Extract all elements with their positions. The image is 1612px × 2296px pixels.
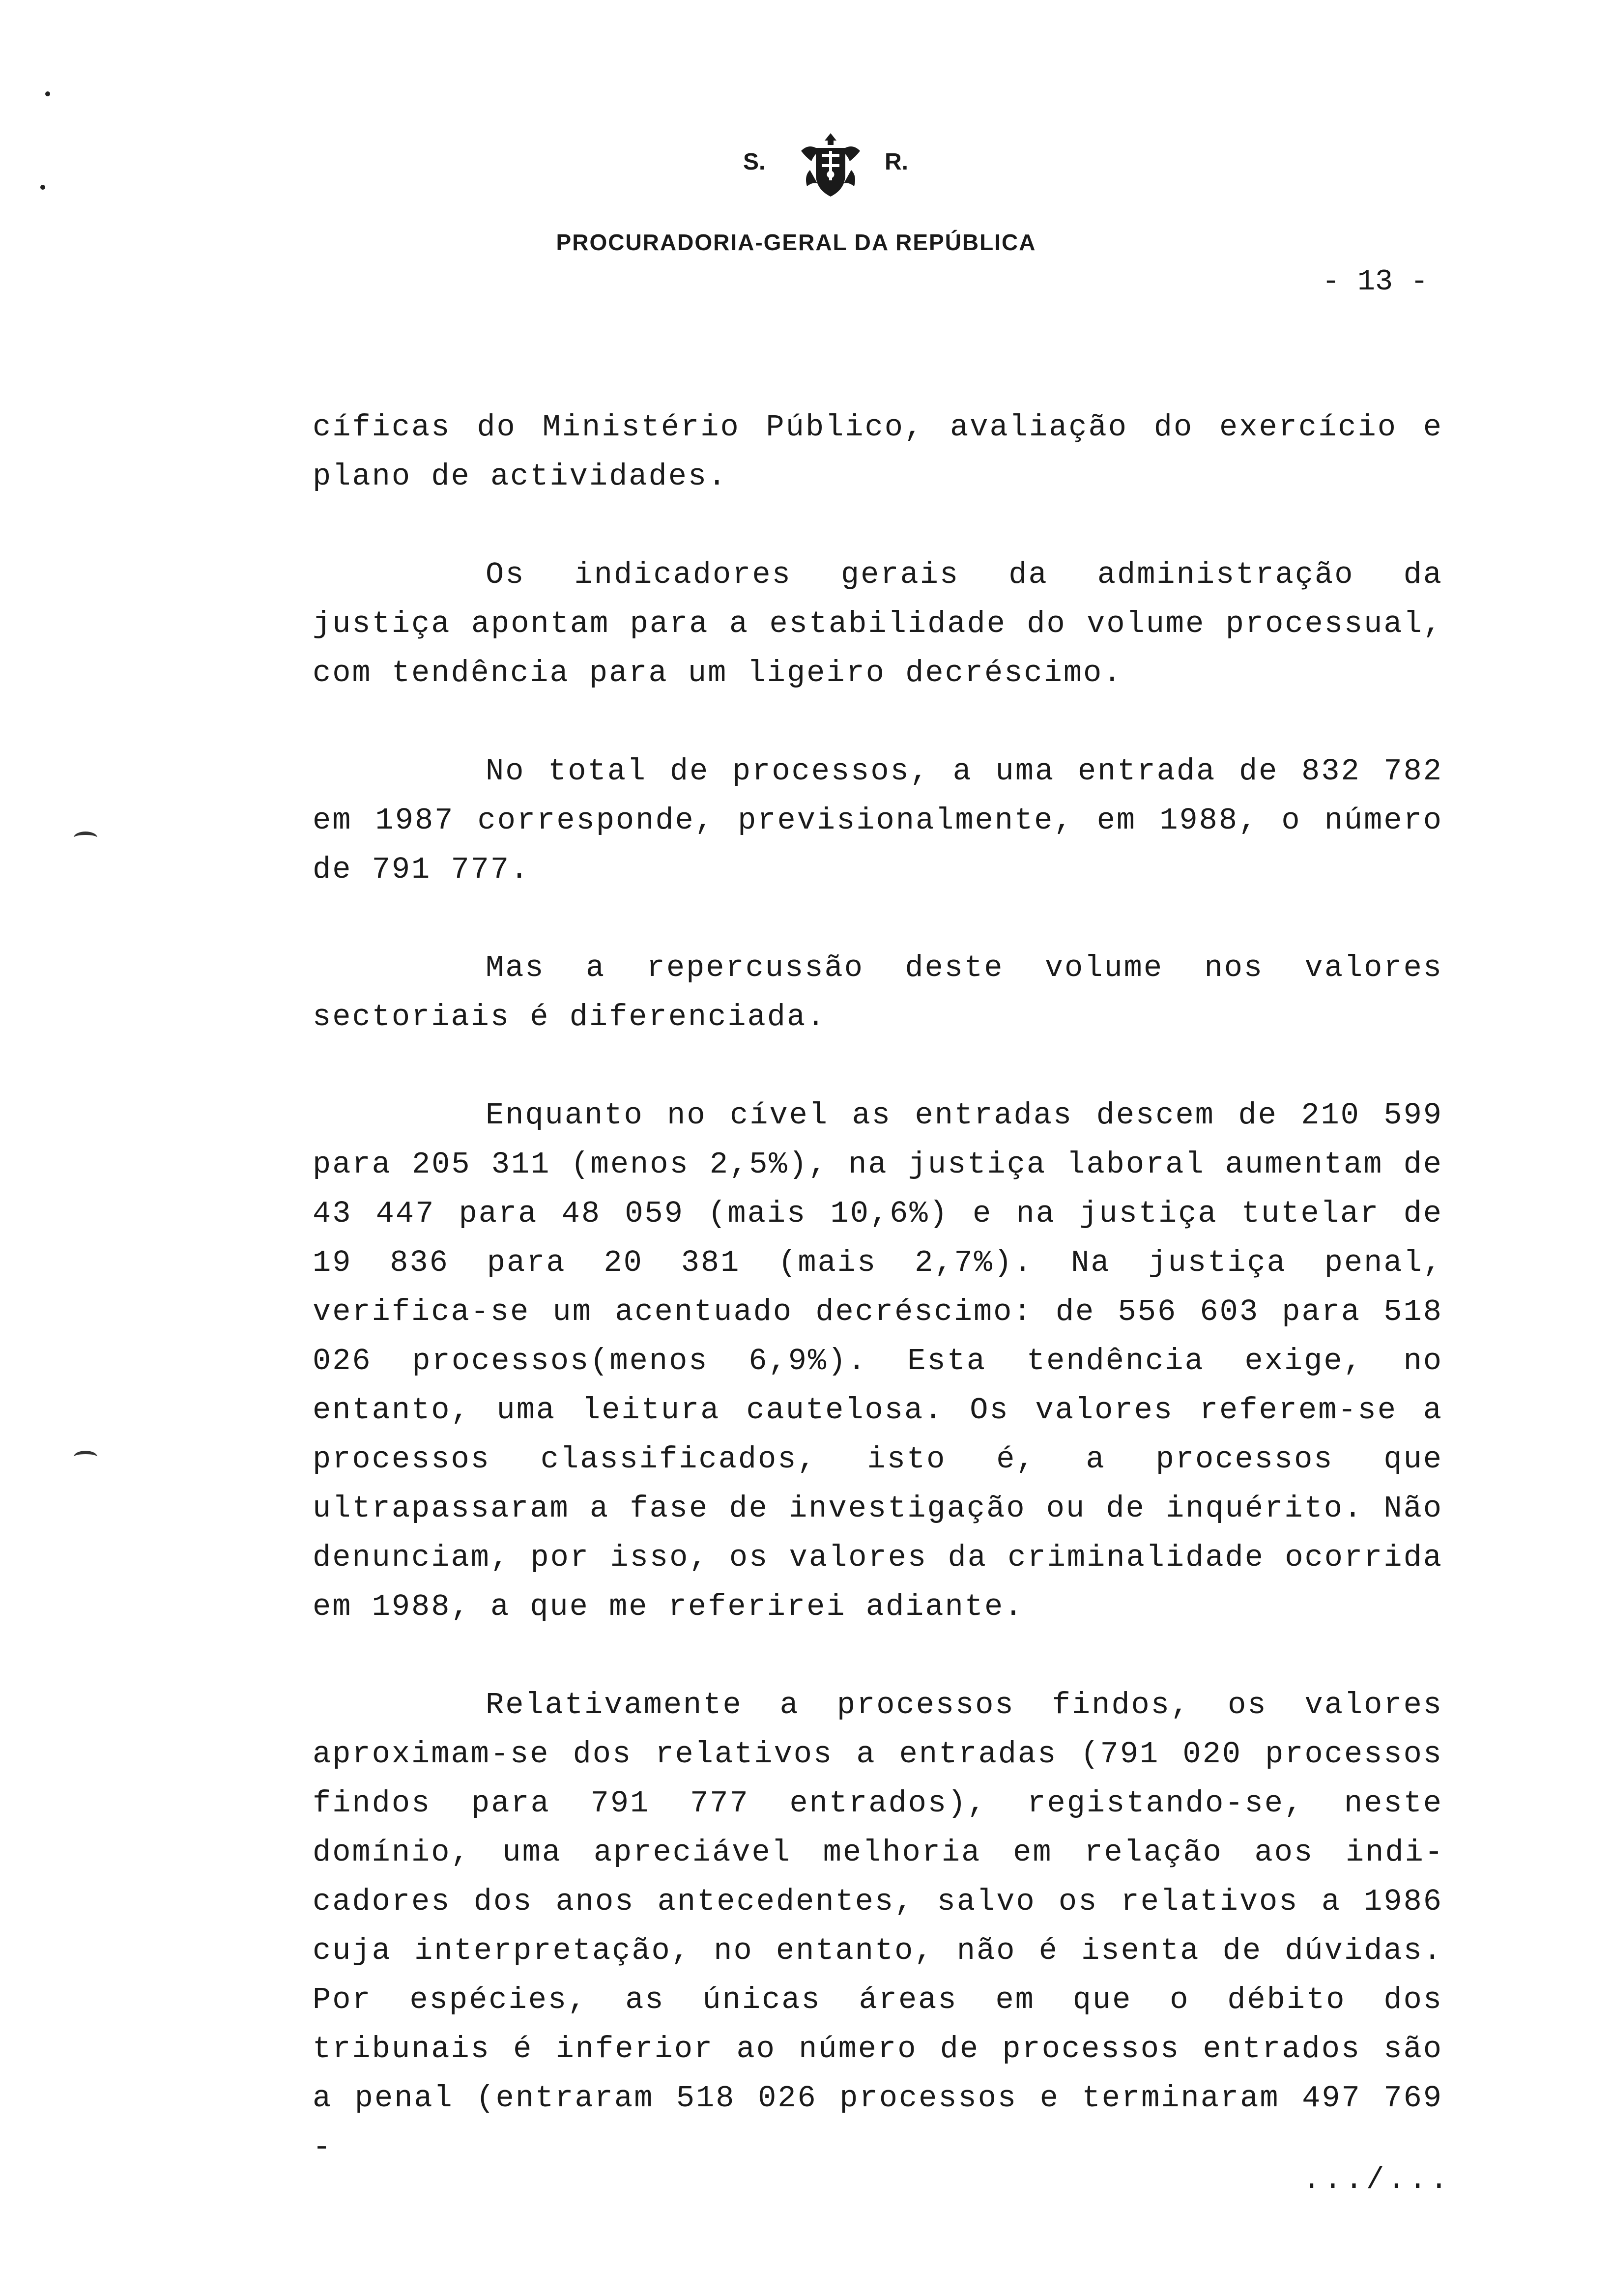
continuation-mark: .../... <box>1302 2162 1451 2197</box>
paragraph: Mas a repercussão deste volume nos valores sectoriais é diferenciada. <box>313 950 1443 1034</box>
left-initial: S. <box>743 149 766 175</box>
coat-of-arms-seal-icon <box>794 129 867 202</box>
document-body <box>313 403 1443 2221</box>
agency-name <box>0 229 1612 256</box>
paragraph: Enquanto no cível as entradas descem de 210 599 para 205 311 (menos 2,5%), na justiça laboral aumentam de 43 447 para 48 059 (mais 10,6%) e na justiça tutelar de 19 836 para 20 381 (mais 2,7%). Na justiça penal, verifica-se um acentuado decréscimo: de 556 603 para 518 026 processos(menos 6,9%). Esta tendência exige, no entanto, uma leitura cautelosa. Os valores referem-se a processos classificados, isto é, a processos que ultrapassaram a fase de investigação ou de inquérito. Não denunciam, por isso, os valores da criminalidade ocorrida em 1988, a que me referirei adiante. <box>313 1098 1443 1624</box>
right-initial: R. <box>885 149 908 175</box>
margin-tick-mark <box>74 1451 97 1463</box>
emblem-block <box>737 129 953 202</box>
agency-name-text: PROCURADORIA-GERAL DA REPÚBLICA <box>556 230 1036 255</box>
page-number: - 13 - <box>1322 265 1429 299</box>
paragraph: Os indicadores gerais da administração da justiça apontam para a estabilidade do volume processual, com tendência para um ligeiro decréscimo. <box>313 557 1443 690</box>
paragraph: cíficas do Ministério Público, avaliação do exercício e plano de actividades. <box>313 410 1443 494</box>
margin-tick-mark <box>74 832 97 844</box>
scan-dot-mark <box>40 185 45 190</box>
scan-dot-mark <box>45 91 50 96</box>
paragraph: No total de processos, a uma entrada de 832 782 em 1987 corresponde, previsionalmente, em 1988, o número de 791 777. <box>313 754 1443 887</box>
paragraph: Relativamente a processos findos, os valores aproximam-se dos relativos a entradas (791 020 processos findos para 791 777 entrados), registando-se, neste domínio, uma apreciável melhoria em relação aos indicadores dos anos antecedentes, salvo os relativos a 1986 cuja interpretação, no entanto, não é isenta de dúvidas. Por espécies, as únicas áreas em que o débito dos tribunais é inferior ao número de processos entrados são a penal (entraram 518 026 processos e terminaram 497 769 - <box>313 1688 1443 2165</box>
